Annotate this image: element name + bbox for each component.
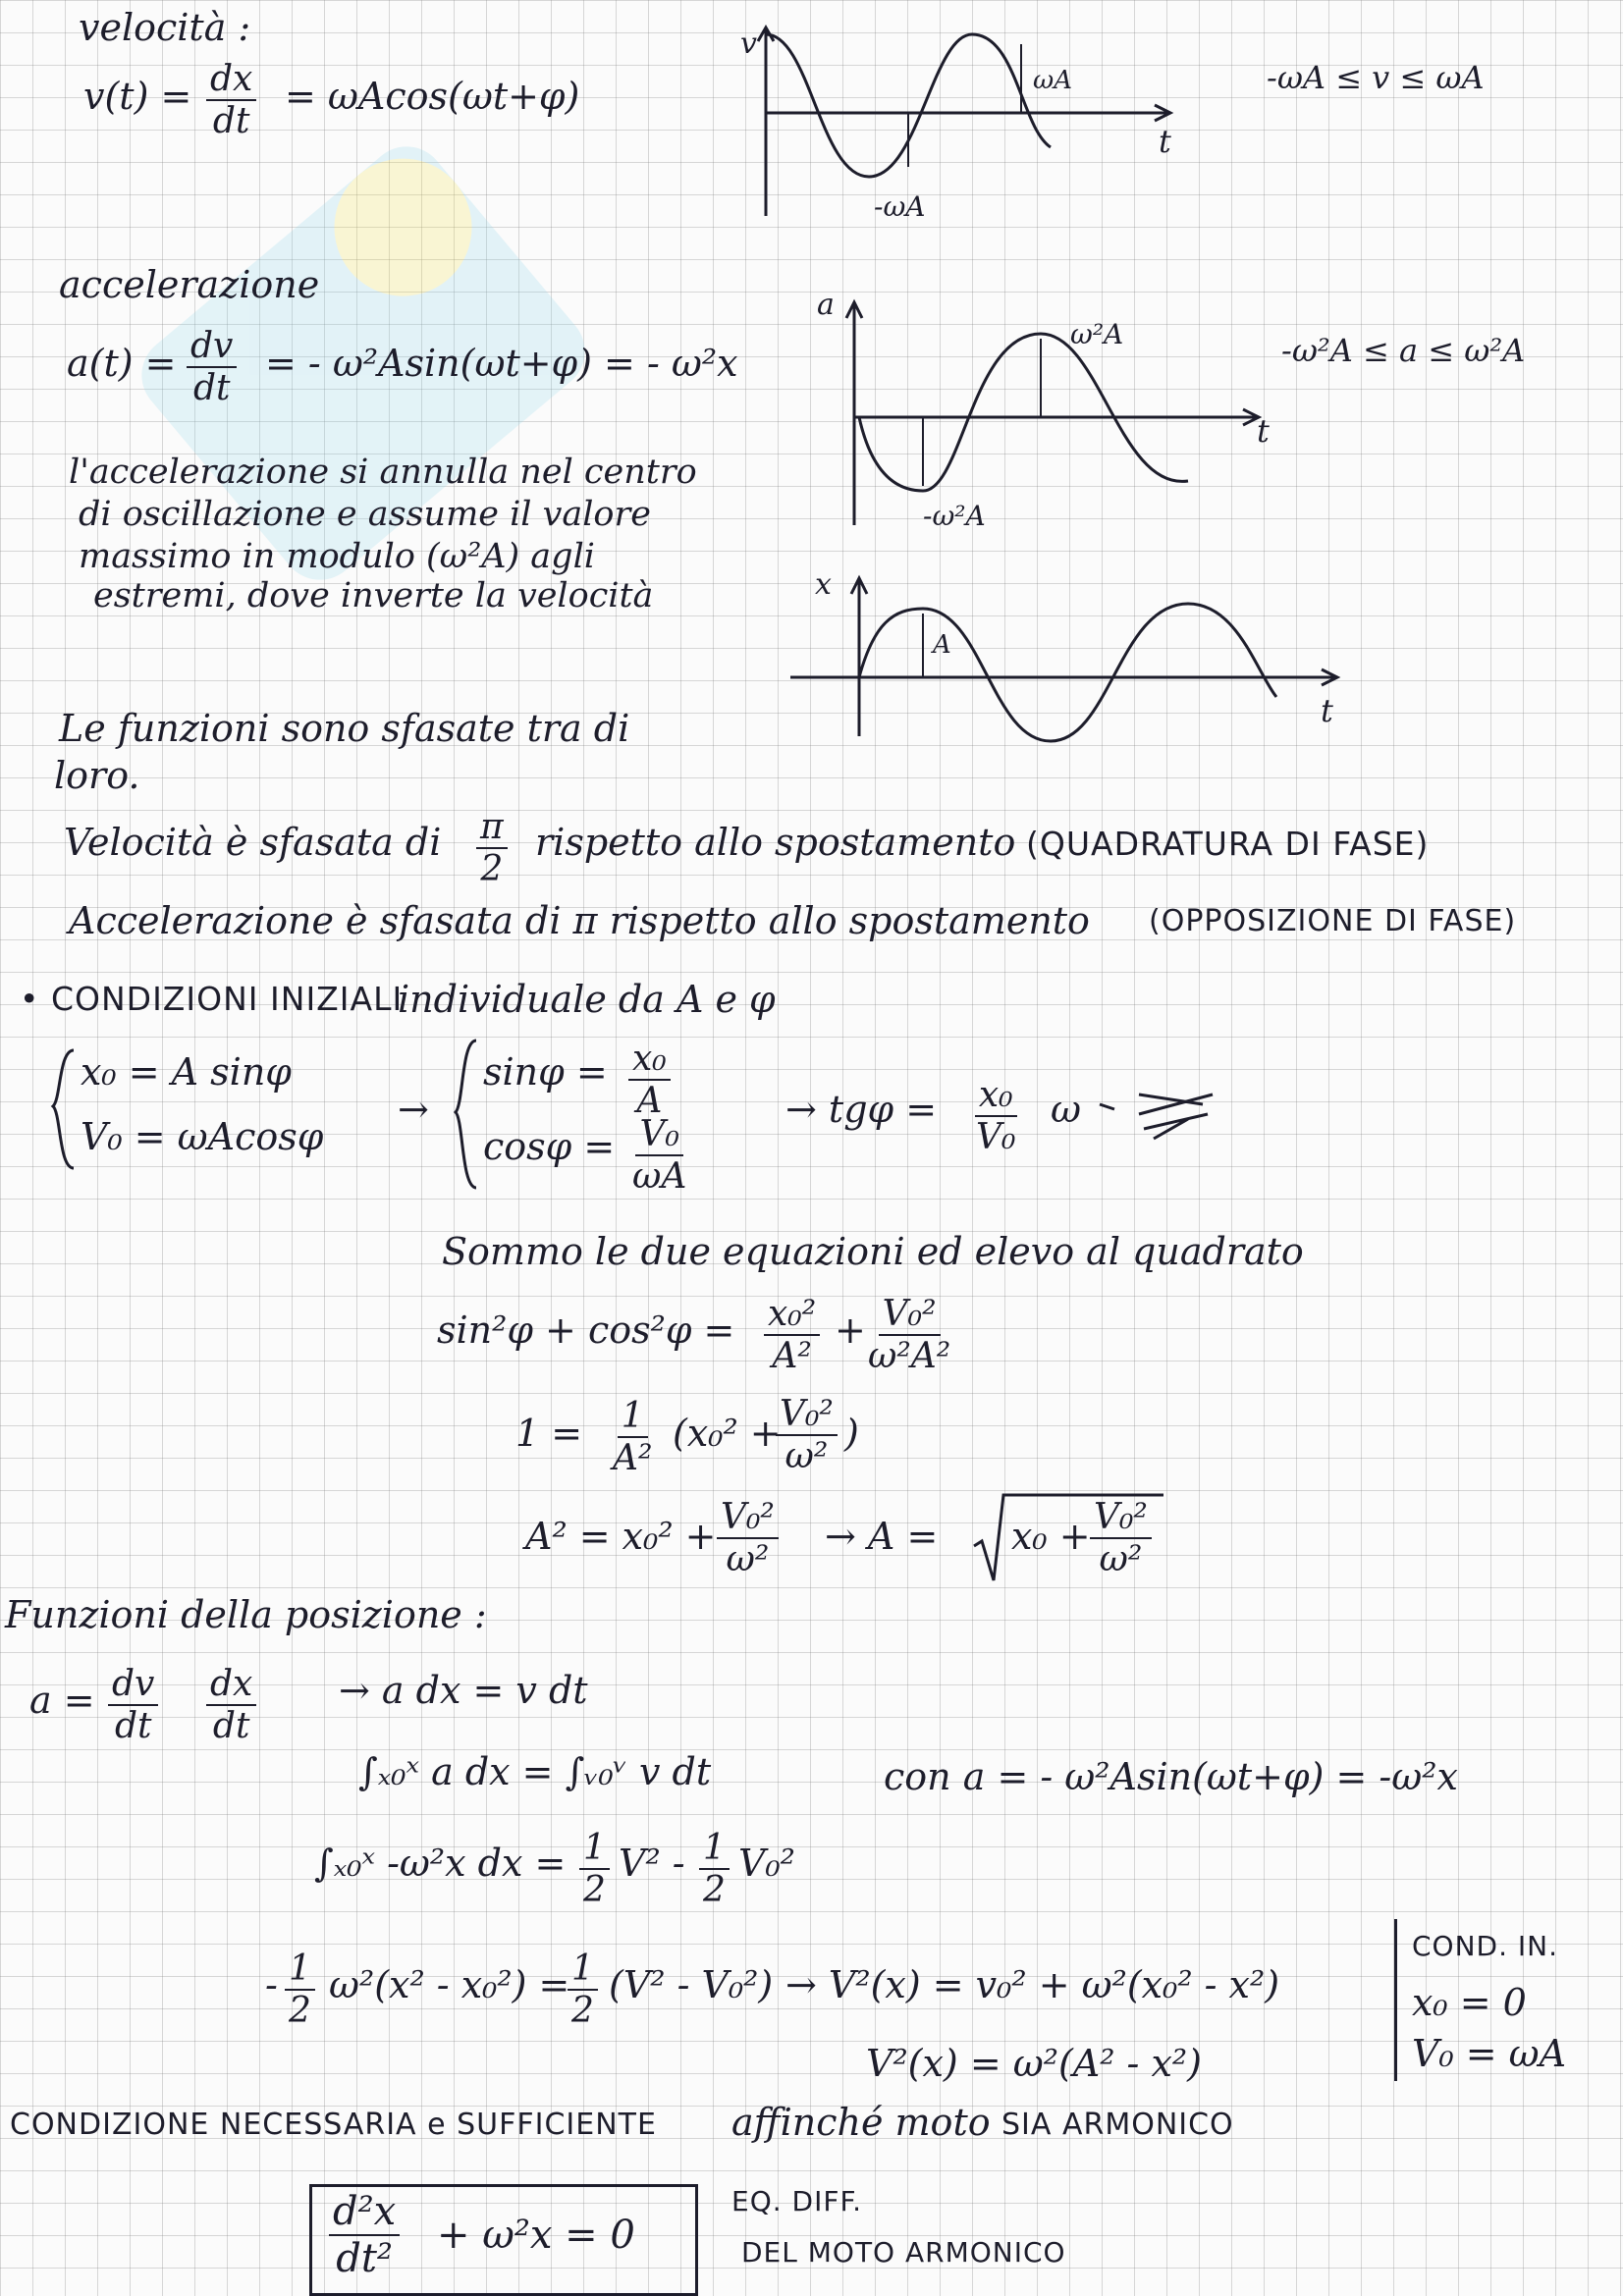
acc-phase-a: Accelerazione è sfasata di π rispetto allo spostamento <box>69 899 1090 942</box>
int2-rhs-b: V₀² <box>738 1842 795 1885</box>
tg-rhs: ω <box>1051 1088 1081 1131</box>
diff-eq-rhs: + ω²x = 0 <box>437 2213 635 2258</box>
line3-half-1-num: 1 <box>285 1949 315 1991</box>
tg-lhs: → tgφ = <box>785 1088 938 1131</box>
cos-lhs: cosφ = <box>483 1125 616 1168</box>
velocity-phase-b: rispetto allo spostamento <box>535 821 1016 864</box>
position-f2-den: dt <box>212 1706 250 1746</box>
sys-arrow: → <box>398 1088 429 1131</box>
velocity-graph <box>727 20 1198 236</box>
one-paren: (x₀² + <box>673 1412 782 1455</box>
phase-line-2: loro. <box>54 754 140 797</box>
position-a-eq: a = <box>29 1679 95 1722</box>
int2-half-2-den: 2 <box>703 1870 726 1910</box>
phase-line-1: Le funzioni sono sfasate tra di <box>59 707 630 750</box>
int2-half-1-den: 2 <box>583 1870 606 1910</box>
diff-eq-label-2: DEL MOTO ARMONICO <box>741 2236 1066 2269</box>
a2-num: V₀² <box>717 1497 779 1539</box>
line3-half-2 <box>568 1949 598 2031</box>
one-num: 1 <box>618 1396 648 1438</box>
acceleration-eq-rhs: = - ω²Asin(ωt+φ) = - ω²x <box>265 342 738 385</box>
cond-title: COND. IN. <box>1412 1930 1558 1962</box>
acceleration-frac-den: dt <box>192 368 231 408</box>
one-den: A² <box>613 1438 653 1478</box>
position-f2-num: dx <box>206 1664 256 1706</box>
position-frac-1 <box>108 1664 158 1746</box>
sum-text: Sommo le due equazioni ed elevo al quadrato <box>442 1230 1304 1273</box>
brace-left-1 <box>49 1045 79 1173</box>
position-graph <box>785 564 1335 751</box>
velocity-phase-den: 2 <box>480 849 504 889</box>
position-int2-lhs: ∫ₓ₀ˣ -ω²x dx = <box>314 1842 567 1885</box>
line3-half-1 <box>285 1949 315 2031</box>
acceleration-note-4: estremi, dove inverte la velocità <box>93 576 654 615</box>
velocity-eq-rhs: = ωAcos(ωt+φ) <box>285 75 580 118</box>
acceleration-axis-y: a <box>817 288 835 322</box>
acceleration-note-1: l'accelerazione si annulla nel centro <box>69 453 697 492</box>
pyth-f1-den: A² <box>772 1336 812 1376</box>
sys1-line-2: V₀ = ωAcosφ <box>81 1115 324 1158</box>
line3-half-1-den: 2 <box>289 1991 311 2031</box>
position-axis-x: t <box>1321 692 1333 729</box>
position-f1-num: dv <box>108 1664 158 1706</box>
velocity-amp-bottom: -ωA <box>874 190 926 223</box>
acceleration-frac <box>187 326 237 408</box>
position-fn-heading: Funzioni della posizione : <box>5 1593 487 1636</box>
sqrt-den: ω² <box>1099 1539 1143 1579</box>
necessary-text-b: affinché moto <box>731 2101 991 2144</box>
sys1-line-1: x₀ = A sinφ <box>81 1050 292 1094</box>
acceleration-note-2: di oscillazione e assume il valore <box>79 495 651 534</box>
sqrt-num: V₀² <box>1090 1497 1152 1539</box>
pyth-frac-1 <box>764 1294 820 1376</box>
velocity-phase-frac <box>476 807 508 889</box>
acceleration-range: -ω²A ≤ a ≤ ω²A <box>1281 332 1526 369</box>
sin-frac <box>628 1039 671 1121</box>
position-with: con a = - ω²Asin(ωt+φ) = -ω²x <box>884 1755 1458 1798</box>
tg-num: x₀ <box>975 1075 1017 1117</box>
pyth-f2-den: ω²A² <box>868 1336 951 1376</box>
velocity-axis-x: t <box>1159 123 1171 160</box>
acceleration-heading: accelerazione <box>59 263 320 306</box>
pyth-f2-num: V₀² <box>879 1294 941 1336</box>
initial-heading-caps: • CONDIZIONI INIZIALI <box>20 980 404 1018</box>
int2-rhs-a: V² - <box>619 1842 685 1885</box>
acceleration-graph <box>805 285 1276 540</box>
necessary-text-c: SIA ARMONICO <box>1001 2108 1234 2142</box>
a2-frac <box>717 1497 779 1579</box>
sin-den: A <box>636 1081 663 1121</box>
pyth-lhs: sin²φ + cos²φ = <box>437 1308 735 1352</box>
velocity-phase-tag: (QUADRATURA DI FASE) <box>1026 825 1430 863</box>
v2x: → V²(x) = v₀² + ω²(x₀² - x²) <box>785 1963 1280 2006</box>
one-inner-frac <box>776 1394 838 1476</box>
line3-mid: ω²(x² - x₀²) = <box>329 1963 570 2006</box>
acc-phase-tag: (OPPOSIZIONE DI FASE) <box>1149 904 1517 938</box>
pyth-frac-2 <box>864 1294 954 1376</box>
acceleration-axis-x: t <box>1257 412 1270 450</box>
tg-den: V₀ <box>976 1117 1016 1157</box>
position-amp: A <box>933 630 951 660</box>
line3-half-2-num: 1 <box>568 1949 598 1991</box>
scribble-mark <box>1095 1085 1232 1144</box>
line3-half-2-den: 2 <box>571 1991 594 2031</box>
pyth-plus: + <box>835 1308 866 1352</box>
int2-half-2-num: 1 <box>699 1828 730 1870</box>
velocity-phase-num: π <box>476 807 508 849</box>
diff-eq-den: dt² <box>336 2236 393 2281</box>
a2-lhs: A² = x₀² + <box>525 1515 717 1558</box>
velocity-frac <box>206 59 256 141</box>
int2-half-1 <box>579 1828 610 1910</box>
velocity-phase-a: Velocità è sfasata di <box>64 821 442 864</box>
diff-eq-label-1: EQ. DIFF. <box>731 2185 862 2217</box>
position-axis-y: x <box>815 567 832 602</box>
one-frac <box>609 1396 656 1478</box>
necessary-text-a: CONDIZIONE NECESSARIA e SUFFICIENTE <box>10 2108 657 2142</box>
line3-rhs: (V² - V₀²) <box>609 1963 774 2006</box>
velocity-heading: velocità : <box>79 6 251 49</box>
one-close: ) <box>844 1412 859 1455</box>
acceleration-amp-top: ω²A <box>1070 318 1124 350</box>
cond-x: x₀ = 0 <box>1412 1981 1527 2024</box>
sin-lhs: sinφ = <box>483 1050 608 1094</box>
int2-half-1-num: 1 <box>579 1828 610 1870</box>
a-res: → A = <box>825 1515 939 1558</box>
acceleration-amp-bottom: -ω²A <box>923 500 986 532</box>
cos-frac <box>628 1114 690 1197</box>
velocity-axis-y: v <box>740 27 757 61</box>
one-in-num: V₀² <box>776 1394 838 1436</box>
position-step1: → a dx = v dt <box>339 1669 588 1712</box>
v2x-final: V²(x) = ω²(A² - x²) <box>866 2042 1202 2085</box>
position-f1-den: dt <box>114 1706 152 1746</box>
velocity-range: -ωA ≤ v ≤ ωA <box>1267 59 1485 96</box>
velocity-amp-top: ωA <box>1033 66 1072 95</box>
one-eq: 1 = <box>515 1412 583 1455</box>
sqrt-frac <box>1090 1497 1152 1579</box>
velocity-frac-num: dx <box>206 59 256 101</box>
position-frac-2 <box>206 1664 256 1746</box>
brace-left-2 <box>452 1036 481 1193</box>
sin-num: x₀ <box>628 1039 671 1081</box>
diff-eq-num: d²x <box>329 2189 400 2236</box>
sqrt-in: x₀ + <box>1011 1515 1091 1558</box>
one-in-den: ω² <box>784 1436 829 1476</box>
pyth-f1-num: x₀² <box>764 1294 820 1336</box>
velocity-frac-den: dt <box>212 101 250 141</box>
acceleration-eq-lhs: a(t) = <box>67 342 177 385</box>
cos-den: ωA <box>632 1156 687 1197</box>
cond-v: V₀ = ωA <box>1412 2032 1567 2075</box>
int2-half-2 <box>699 1828 730 1910</box>
a2-den: ω² <box>726 1539 770 1579</box>
line3-lhs: - <box>265 1963 278 2006</box>
diff-eq-frac <box>329 2189 400 2281</box>
acceleration-note-3: massimo in modulo (ω²A) agli <box>79 537 595 576</box>
position-int1: ∫ₓ₀ˣ a dx = ∫ᵥ₀ᵛ v dt <box>358 1750 712 1793</box>
cos-num: V₀ <box>635 1114 682 1156</box>
initial-heading-rest: individuale da A e φ <box>398 978 776 1021</box>
velocity-eq-lhs: v(t) = <box>83 75 192 118</box>
tg-frac <box>972 1075 1019 1157</box>
acceleration-frac-num: dv <box>187 326 237 368</box>
